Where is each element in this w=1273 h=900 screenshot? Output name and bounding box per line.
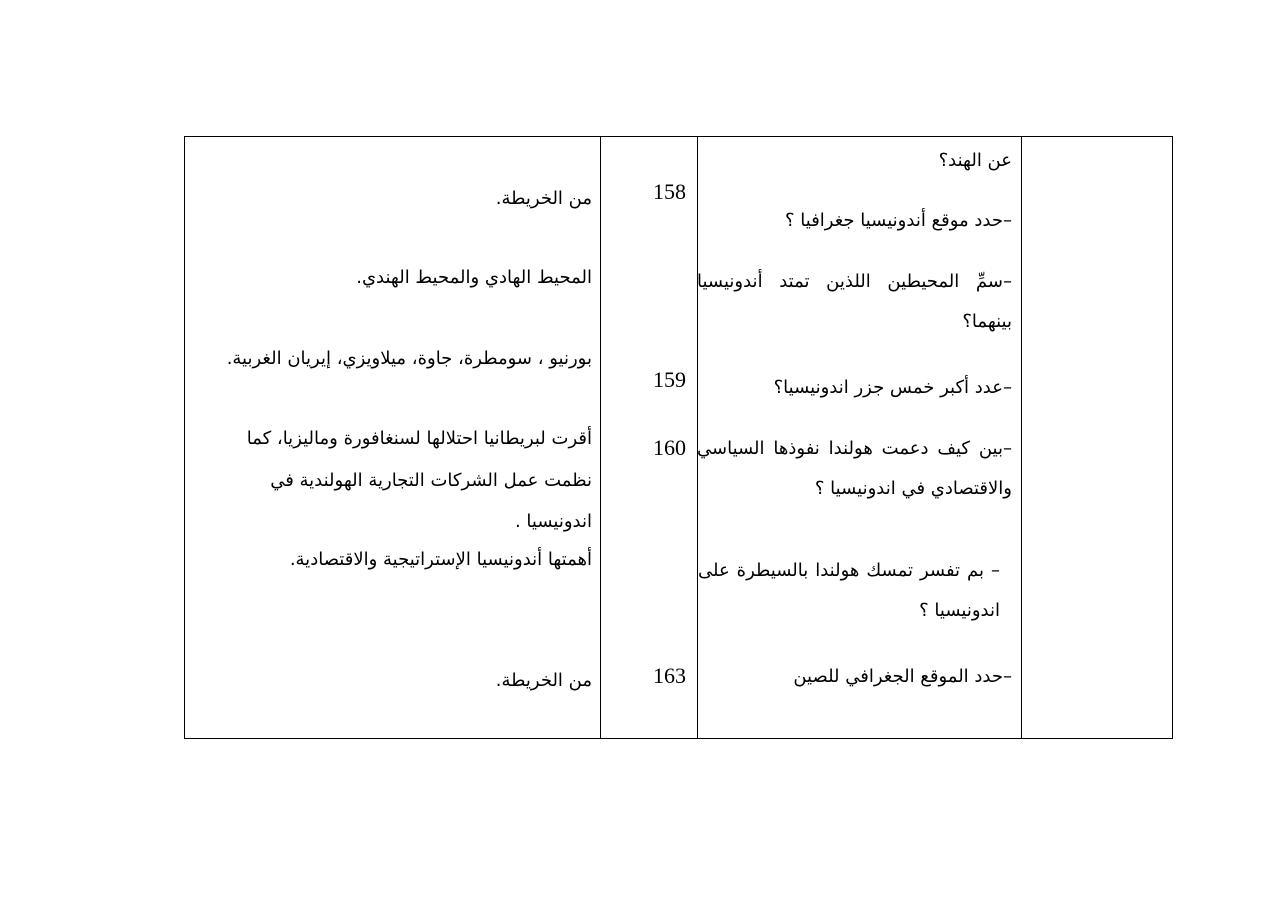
answer-text: من الخريطة. [495, 670, 592, 691]
page-number: 163 [653, 663, 686, 688]
question-text: –بين كيف دعمت هولندا نفوذها السياسي والاقتصادي في اندونيسيا ؟ [697, 438, 1012, 499]
column-divider [600, 137, 601, 738]
answer-text: نظمت عمل الشركات التجارية الهولندية في [270, 470, 592, 491]
column-divider [1021, 137, 1022, 738]
answer-text: أهمتها أندونيسيا الإستراتيجية والاقتصادية. [289, 549, 592, 570]
answer-text: المحيط الهادي والمحيط الهندي. [356, 267, 592, 288]
question-text: –حدد الموقع الجغرافي للصين [793, 666, 1012, 687]
answer-text: من الخريطة. [495, 188, 592, 209]
page-number: 158 [653, 179, 686, 204]
question-text: –عدد أكبر خمس جزر اندونيسيا؟ [773, 377, 1012, 398]
question-text: عن الهند؟ [938, 150, 1012, 171]
page-number: 160 [653, 435, 686, 460]
answer-text: أقرت لبريطانيا احتلالها لسنغافورة وماليزيا، كما [246, 428, 592, 449]
question-text: –سمِّ المحيطين اللذين تمتد أندونيسيا بينهما؟ [697, 271, 1012, 332]
answer-text: اندونيسيا . [514, 511, 592, 532]
page-number: 159 [653, 367, 686, 392]
lesson-table [184, 136, 1173, 739]
answer-text: بورنيو ، سومطرة، جاوة، ميلاويزي، إيريان الغربية. [226, 348, 592, 369]
question-text: –حدد موقع أندونيسيا جغرافيا ؟ [785, 210, 1012, 231]
question-text: – بم تفسر تمسك هولندا بالسيطرة على اندونيسيا ؟ [698, 560, 1000, 621]
